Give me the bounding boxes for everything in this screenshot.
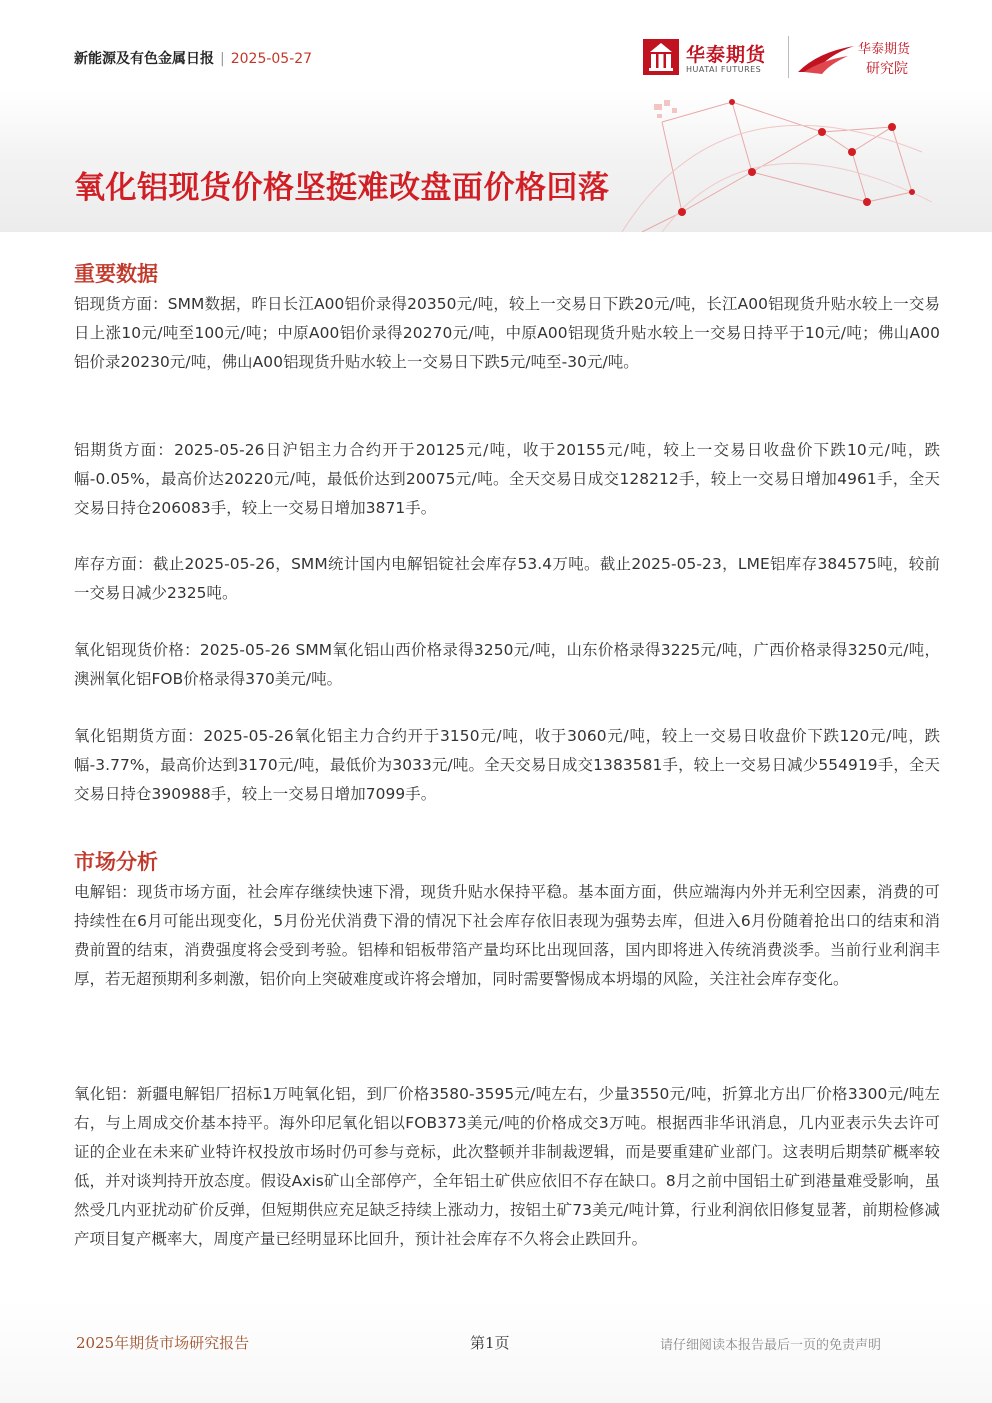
report-title: 新能源及有色金属日报 [74, 51, 214, 67]
huatai-logo [642, 38, 782, 78]
institute-label: 研究院 [866, 61, 908, 77]
institute-logo [796, 38, 926, 80]
paragraph-aluminum-spot: 铝现货方面：SMM数据，昨日长江A00铝价录得20350元/吨，较上一交易日下跌20元/吨，长江A00铝现货升贴水较上一交易日上涨10元/吨至100元/吨；中原A00铝价录得20270元/吨，中原A00铝现货升贴水较上一交易日持平于10元/吨；佛山A00铝价录20230元/吨，佛山A00铝现货升贴水较上一交易日下跌5元/吨至-30元/吨。 [74, 295, 940, 371]
paragraph-inventory: 库存方面：截止2025-05-26，SMM统计国内电解铝锭社会库存53.4万吨。截止2025-05-23，LME铝库存384575吨，较前一交易日减少2325吨。 [74, 555, 940, 602]
page-number: 第1页 [470, 1334, 510, 1352]
header-separator: | [220, 51, 225, 67]
institute-swoosh-icon [796, 42, 856, 76]
institute-brand: 华泰期货 [858, 42, 911, 57]
brand-name-cn: 华泰期货 [686, 44, 767, 66]
huatai-logo-icon [642, 38, 680, 76]
footer-report-label: 2025年期货市场研究报告 [76, 1334, 250, 1352]
report-name [74, 48, 312, 68]
paragraph-aluminum-futures: 铝期货方面：2025-05-26日沪铝主力合约开于20125元/吨，收于20155元/吨，较上一交易日收盘价下跌10元/吨，跌幅-0.05%，最高价达20220元/吨，最低价达到20075元/吨。全天交易日成交128212手，较上一交易日增加4961手，全天交易日持仓206083手，较上一交易日增加3871手。 [74, 441, 940, 517]
footer-disclaimer-note: 请仔细阅读本报告最后一页的免责声明 [660, 1338, 882, 1353]
paragraph-alumina-futures: 氧化铝期货方面：2025-05-26氧化铝主力合约开于3150元/吨，收于3060元/吨，较上一交易日收盘价下跌120元/吨，跌幅-3.77%，最高价达到3170元/吨，最低价为3033元/吨。全天交易日成交1383581手，较上一交易日减少554919手，全天交易日持仓390988手，较上一交易日增加7099手。 [74, 727, 940, 803]
page-title: 氧化铝现货价格坚挺难改盘面价格回落 [74, 170, 610, 206]
section-title-key-data: 重要数据 [74, 262, 158, 286]
paragraph-alumina-analysis: 氧化铝：新疆电解铝厂招标1万吨氧化铝，到厂价格3580-3595元/吨左右，少量3550元/吨，折算北方出厂价格3300元/吨左右，与上周成交价基本持平。海外印尼氧化铝以FOB373美元/吨的价格成交3万吨。根据西非华讯消息，几内亚表示失去许可证的企业在未来矿业特许权投放市场时仍可参与竞标，此次整顿并非制裁逻辑，而是要重建矿业部门。这表明后期禁矿概率较低，并对谈判持开放态度。假设Axis矿山全部停产，全年铝土矿供应依旧不存在缺口。8月之前中国铝土矿到港量难受影响，虽然受几内亚扰动矿价反弹，但短期供应充足缺乏持续上涨动力，按铝土矿73美元/吨计算，行业利润依旧修复显著，前期检修减产项目复产概率大，周度产量已经明显环比回升，预计社会库存不久将会止跌回升。 [74, 1085, 940, 1248]
report-date: 2025-05-27 [230, 51, 313, 67]
paragraph-electrolytic-aluminum: 电解铝：现货市场方面，社会库存继续快速下滑，现货升贴水保持平稳。基本面方面，供应端海内外并无利空因素，消费的可持续性在6月可能出现变化，5月份光伏消费下滑的情况下社会库存依旧表现为强势去库，但进入6月份随着抢出口的结束和消费前置的结束，消费强度将会受到考验。铝棒和铝板带箔产量均环比出现回落，国内即将进入传统消费淡季。当前行业利润丰厚，若无超预期利多刺激，铝价向上突破难度或许将会增加，同时需要警惕成本坍塌的风险，关注社会库存变化。 [74, 883, 940, 988]
brand-name-en: HUATAI FUTURES [686, 65, 762, 74]
section-title-market-analysis: 市场分析 [74, 850, 158, 874]
paragraph-alumina-spot: 氧化铝现货价格：2025-05-26 SMM氧化铝山西价格录得3250元/吨，山东价格录得3225元/吨，广西价格录得3250元/吨，澳洲氧化铝FOB价格录得370美元/吨。 [74, 641, 940, 688]
network-sphere-icon [602, 92, 932, 232]
logo-divider [788, 36, 789, 78]
page-header [0, 0, 992, 90]
title-banner [0, 92, 992, 232]
